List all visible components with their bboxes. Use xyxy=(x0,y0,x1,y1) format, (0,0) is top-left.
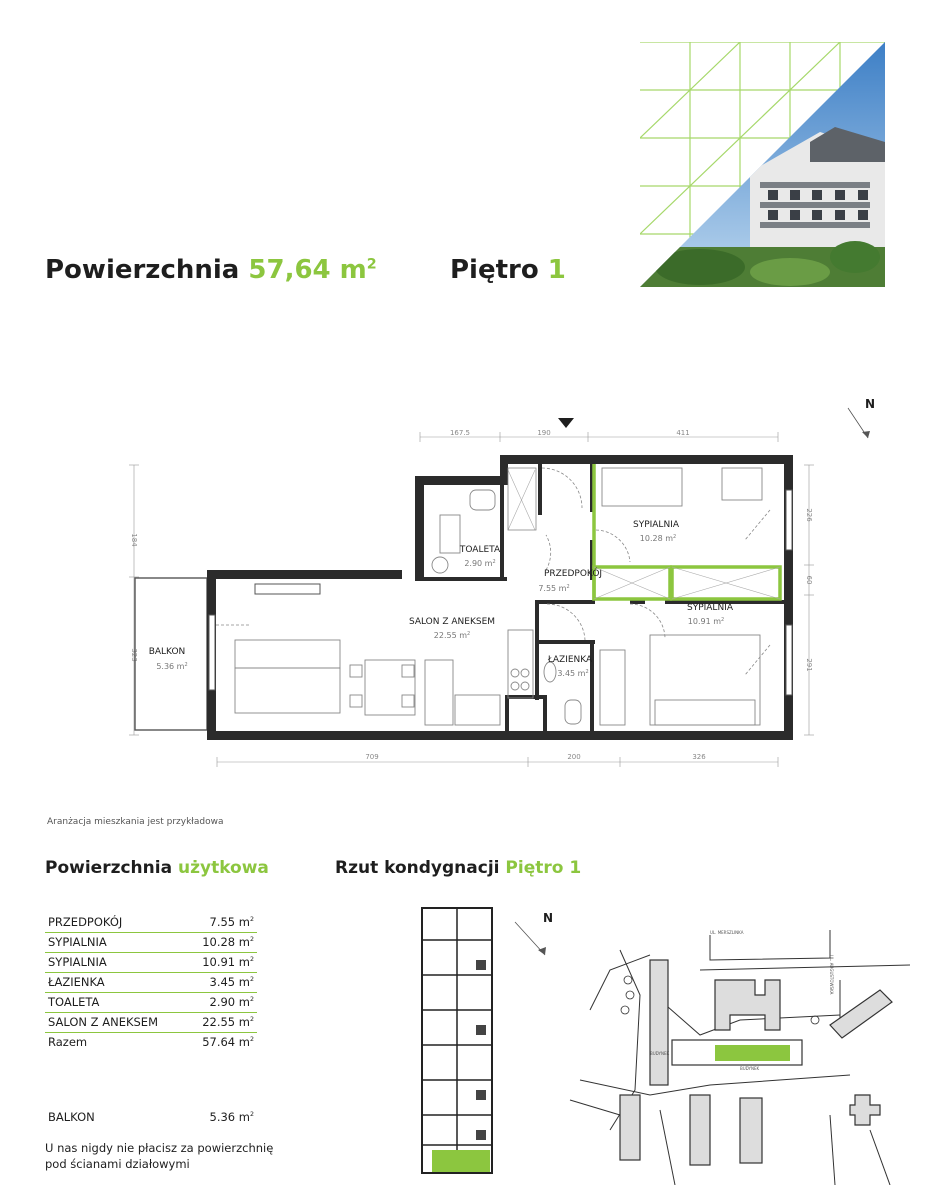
dim-right-3: 291 xyxy=(805,658,813,672)
svg-text:N: N xyxy=(865,397,876,411)
furniture xyxy=(235,468,762,725)
floor-plan xyxy=(110,390,910,780)
dim-right-2: 60 xyxy=(805,575,813,585)
table-row-total: Razem 57.64 $m^2$ xyxy=(48,1035,254,1049)
dim-top-2: 190 xyxy=(537,429,551,437)
dim-bottom-2: 200 xyxy=(567,753,581,761)
svg-text:5.36 m2: 5.36 $m^2$ xyxy=(156,662,188,671)
room-balkon-name: BALKON xyxy=(148,647,186,657)
footer-note: U nas nigdy nie płacisz za powierzchnię pod ścianami działowymi xyxy=(45,1141,274,1171)
building-highlight xyxy=(715,1045,790,1061)
room-salon-name: SALON Z ANEKSEM xyxy=(408,617,496,627)
building-render-image xyxy=(640,42,885,287)
table-row: TOALETA 2.90 $m^2$ xyxy=(45,993,257,1013)
room-toaleta-name: TOALETA xyxy=(459,545,501,555)
room-lazienka-name: ŁAZIENKA xyxy=(547,655,593,665)
svg-text:10.28 m2: 10.28 $m^2$ xyxy=(639,534,677,543)
site-plan-title: Rzut kondygnacji Piętro 1 xyxy=(335,858,582,878)
dim-left-1: 184 xyxy=(130,533,138,547)
building-floor-key xyxy=(422,908,492,1173)
room-salon-area: 22.55 m xyxy=(433,631,468,640)
svg-text:N: N xyxy=(543,911,554,925)
table-row: SYPIALNIA 10.28 $m^2$ xyxy=(45,933,257,953)
svg-text:22.55 m2: 22.55 $m^2$ xyxy=(433,631,471,640)
area-value: 57,64 $m^2$ xyxy=(248,255,377,285)
dim-bottom-3: 326 xyxy=(692,753,706,761)
north-arrow-icon xyxy=(848,397,875,438)
table-row: PRZEDPOKÓJ 7.55 $m^2$ xyxy=(45,913,257,933)
svg-text:2.90 m2: 2.90 $m^2$ xyxy=(464,559,496,568)
layout-note: Aranżacja mieszkania jest przykładowa xyxy=(47,817,224,827)
area-label: Powierzchnia xyxy=(45,255,240,285)
site-north-arrow-icon xyxy=(515,911,553,955)
building-label-b: BUDYNEK xyxy=(740,1066,760,1071)
svg-text:10.91 m2: 10.91 $m^2$ xyxy=(687,617,725,626)
room-sypialnia1-area: 10.28 m xyxy=(639,534,674,543)
dim-top-3: 411 xyxy=(676,429,690,437)
room-toaleta-area: 2.90 m xyxy=(464,559,493,568)
building-label-a: BUDYNEK xyxy=(650,1051,670,1056)
room-sypialnia2-name: SYPIALNIA xyxy=(686,603,734,613)
svg-text:3.45 m2: 3.45 $m^2$ xyxy=(557,669,589,678)
dim-left-2: 323 xyxy=(130,648,138,662)
floor-value: 1 xyxy=(547,255,566,285)
entrance-marker-icon xyxy=(558,418,574,428)
usable-area-title: Powierzchnia użytkowa xyxy=(45,858,269,878)
dim-top-1: 167.5 xyxy=(449,429,471,437)
room-balkon-area: 5.36 m xyxy=(156,662,185,671)
room-przedpokoj-name: PRZEDPOKÓJ xyxy=(543,569,603,579)
street-name-2: UL. AUGUSTOWSKA xyxy=(829,955,834,995)
table-row: ŁAZIENKA 3.45 $m^2$ xyxy=(45,973,257,993)
balcony-row: BALKON 5.36 $m^2$ xyxy=(48,1110,254,1124)
room-sypialnia1-name: SYPIALNIA xyxy=(632,520,680,530)
area-title xyxy=(45,255,377,285)
svg-text:7.55 m2: 7.55 $m^2$ xyxy=(538,584,570,593)
table-row: SALON Z ANEKSEM 22.55 $m^2$ xyxy=(45,1013,257,1033)
site-plan xyxy=(410,900,910,1185)
floor-label: Piętro xyxy=(450,255,539,285)
floor-title xyxy=(450,255,566,285)
dim-right-1: 226 xyxy=(805,508,813,522)
room-sypialnia2-area: 10.91 m xyxy=(687,617,722,626)
dim-bottom-1: 709 xyxy=(365,753,379,761)
room-lazienka-area: 3.45 m xyxy=(557,669,586,678)
table-row: SYPIALNIA 10.91 $m^2$ xyxy=(45,953,257,973)
apartment-highlight xyxy=(432,1150,490,1172)
street-name-1: UL. MERSZLINKA xyxy=(710,930,744,935)
room-przedpokoj-area: 7.55 m xyxy=(538,584,567,593)
area-table xyxy=(45,913,257,1052)
